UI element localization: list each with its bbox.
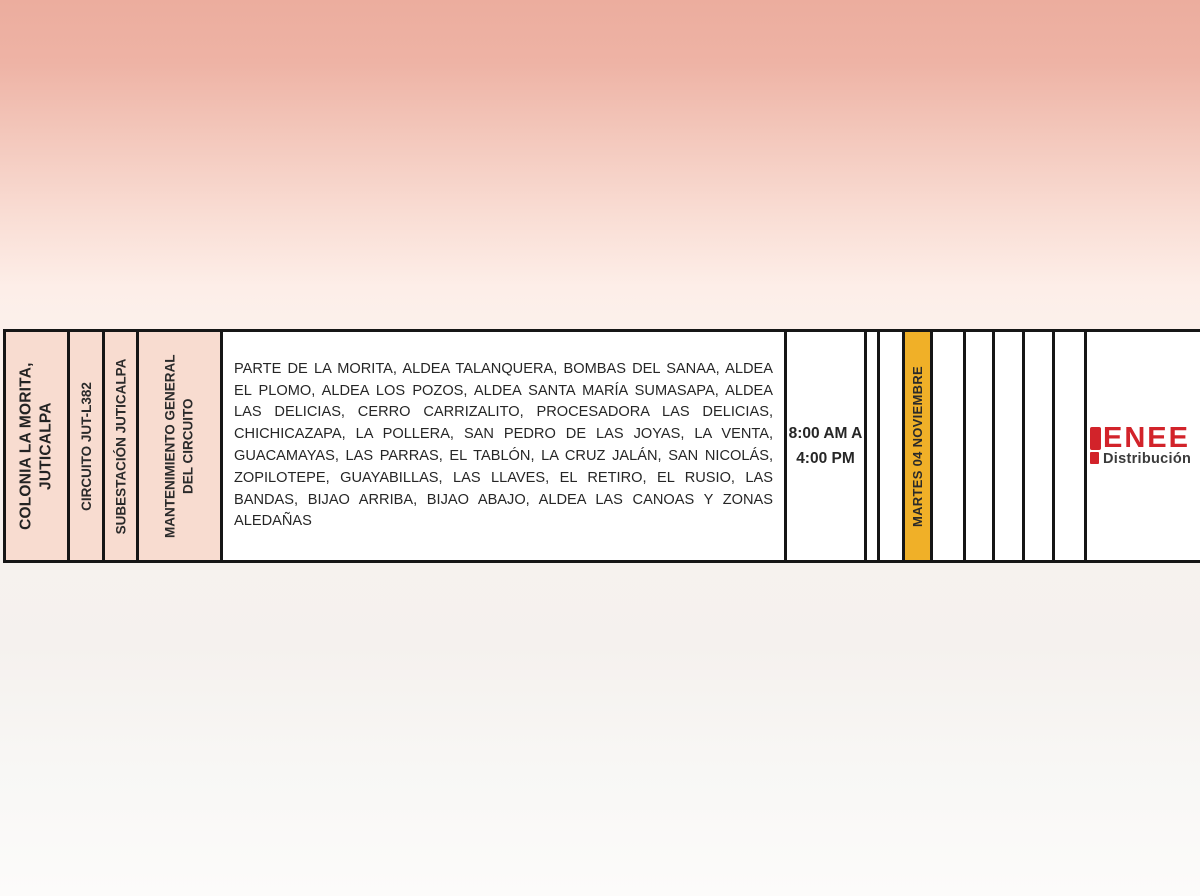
- enee-brand-text: ENEE: [1103, 422, 1190, 454]
- enee-division-text: Distribución: [1103, 451, 1192, 467]
- empty-cell-7: [1052, 329, 1087, 563]
- date-cell: [902, 329, 933, 563]
- enee-logo-text: [1103, 422, 1192, 467]
- enee-logo: [1087, 422, 1192, 467]
- work-type-line2: DEL CIRCUITO: [180, 398, 196, 494]
- logo-cell: [1084, 329, 1200, 563]
- location-line2: JUTICALPA: [37, 402, 55, 490]
- empty-cell-2: [877, 329, 905, 563]
- time-start: 8:00 AM A: [788, 425, 863, 442]
- time-range-text: [789, 421, 863, 471]
- empty-cell-4: [963, 329, 995, 563]
- substation-header-cell: [102, 329, 139, 563]
- affected-areas-cell: [220, 329, 787, 563]
- affected-areas-text: PARTE DE LA MORITA, ALDEA TALANQUERA, BOMBAS DEL SANAA, ALDEA EL PLOMO, ALDEA LOS POZOS, ALDEA SANTA MARÍA SUMASAPA, ALDEA LAS DELICIAS, CERRO CARRIZALITO, PROCESADORA LAS DELICIAS, CHICHICAZAPA, LA POLLERA, SAN PEDRO DE LAS JOYAS, LA VENTA, GUACAMAYAS, LAS PARRAS, EL TABLÓN, LA CRUZ JALÁN, SAN NICOLÁS, ZOPILOTEPE, GUAYABILLAS, LAS LLAVES, EL RETIRO, EL RUSIO, LAS BANDAS, BIJAO ARRIBA, BIJAO ABAJO, ALDEA LAS CANOAS Y ZONAS ALEDAÑAS: [234, 360, 773, 530]
- work-type-label: [161, 354, 197, 538]
- time-end: 4:00 PM: [796, 450, 855, 467]
- circuit-label: CIRCUITO JUT-L382: [78, 381, 94, 511]
- work-type-header-cell: [136, 329, 223, 563]
- substation-label: SUBESTACIÓN JUTICALPA: [113, 358, 129, 534]
- time-range-cell: [784, 329, 867, 563]
- empty-cell-6: [1022, 329, 1055, 563]
- location-label: [16, 362, 56, 529]
- location-header-cell: [3, 329, 70, 563]
- location-line1: COLONIA LA MORITA,: [17, 362, 35, 530]
- enee-flame-icon: [1090, 427, 1101, 464]
- circuit-header-cell: [67, 329, 105, 563]
- work-type-line1: MANTENIMIENTO GENERAL: [162, 354, 178, 538]
- date-label: MARTES 04 NOVIEMBRE: [910, 365, 926, 527]
- empty-cell-3: [930, 329, 966, 563]
- empty-cell-5: [992, 329, 1025, 563]
